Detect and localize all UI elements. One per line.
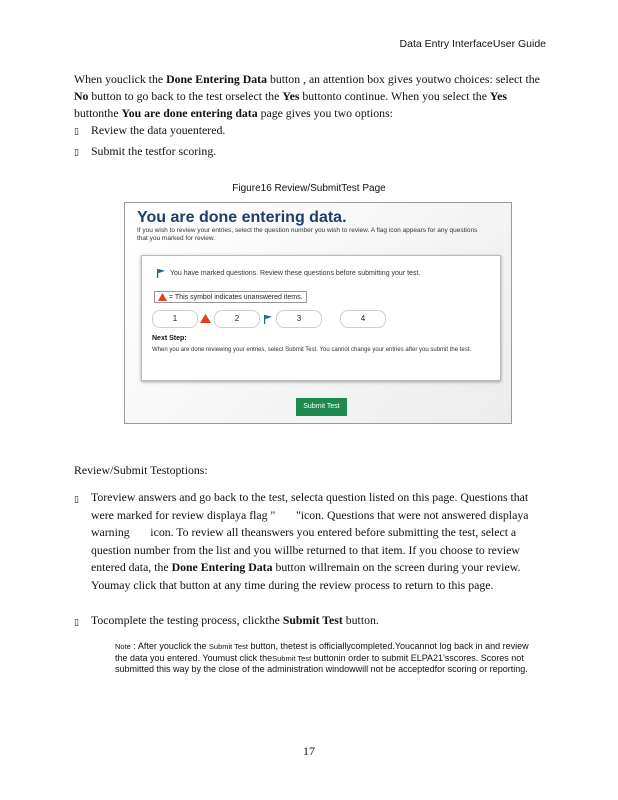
next-step-text: When you are done reviewing your entries, select Submit Test. You cannot change your entries after you submit the test. — [152, 347, 472, 353]
review-dialog — [141, 255, 501, 381]
question-button-1[interactable]: 1 — [152, 310, 198, 328]
warning-triangle-icon — [200, 314, 211, 323]
figure-instructions: If you wish to review your entries, select the question number you wish to review. A flag icon appears for any questions that you marked for review. — [137, 227, 478, 242]
review-instructions: Toreview answers and go back to the test, selecta question listed on this page. Questions that were marked for review displaya flag " "icon. Questions that were not answered displaya warning icon. To review all theanswers you entered before submitting the test, select a question number from the list and you willbe returned to that item. If you choose to review entered data, the Done Entering Data button willremain on the screen during your review. Youmay click that button at any time during the review process to return to this page. — [91, 490, 529, 592]
question-button-4[interactable]: 4 — [340, 310, 386, 328]
bullet-marker: ▯ — [74, 126, 79, 136]
next-step-heading: Next Step: — [152, 335, 187, 342]
submit-test-button[interactable]: Submit Test — [296, 398, 347, 416]
intro-paragraph: When youclick the Done Entering Data button , an attention box gives youtwo choices: select the No button to go back to the test orselect the Yes buttonto continue. When you select the Yes buttonthe You are done entering data page gives you two options: — [74, 72, 540, 120]
review-submit-screenshot — [124, 202, 512, 424]
bullet-marker: ▯ — [74, 147, 79, 157]
running-header: Data Entry InterfaceUser Guide — [399, 38, 546, 50]
bullet-marker: ▯ — [74, 617, 79, 627]
flag-icon — [156, 268, 166, 278]
complete-instructions: Tocomplete the testing process, clickthe Submit Test button. — [91, 613, 379, 627]
page-number: 17 — [303, 744, 315, 758]
option-submit: Submit the testfor scoring. — [91, 144, 217, 158]
marked-questions-message: You have marked questions. Review these questions before submitting your test. — [156, 268, 486, 278]
warning-triangle-icon — [158, 293, 167, 301]
figure-title: You are done entering data. — [137, 209, 347, 226]
section-heading: Review/Submit Testoptions: — [74, 463, 208, 477]
question-button-3[interactable]: 3 — [276, 310, 322, 328]
unanswered-legend: = This symbol indicates unanswered items. — [154, 291, 307, 303]
option-review: Review the data youentered. — [91, 123, 226, 137]
bullet-marker: ▯ — [74, 494, 79, 504]
question-button-2[interactable]: 2 — [214, 310, 260, 328]
flag-icon — [263, 314, 273, 324]
note-block: Note : After youclick the Submit Test button, thetest is officiallycompleted.Youcannot log back in and review the data you entered. Youmust click theSubmit Test buttonin order to submit ELPA21'sscores. Scores not submitted this way by the close of the administration windowwill not be acceptedfor scoring or reporting. — [115, 641, 529, 674]
figure-caption: Figure16 Review/SubmitTest Page — [232, 183, 386, 194]
